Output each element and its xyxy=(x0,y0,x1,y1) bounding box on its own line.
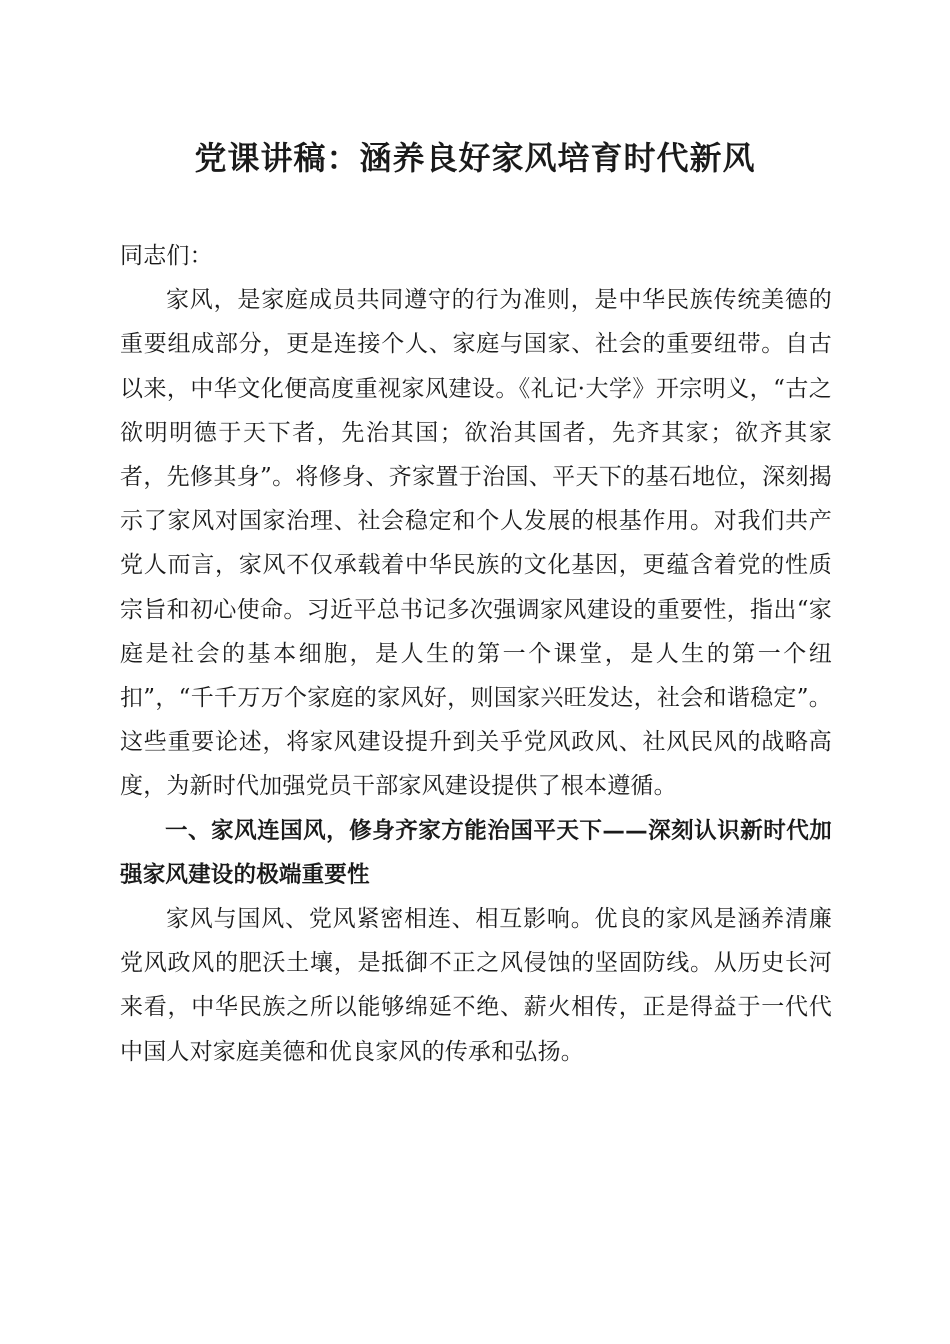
document-body xyxy=(120,234,832,1074)
section-heading: 一、家风连国风，修身齐家方能治国平天下——深刻认识新时代加强家风建设的极端重要性 xyxy=(120,817,832,888)
body-paragraph: 家风与国风、党风紧密相连、相互影响。优良的家风是涵养清廉党风政风的肥沃土壤，是抵御不正之风侵蚀的坚固防线。从历史长河来看，中华民族之所以能够绵延不绝、薪火相传，正是得益于一代代中国人对家庭美德和优良家风的传承和弘扬。 xyxy=(120,906,832,1065)
document-title: 党课讲稿：涵养良好家风培育时代新风 xyxy=(194,139,756,177)
salutation: 同志们： xyxy=(120,243,213,269)
intro-paragraph: 家风，是家庭成员共同遵守的行为准则，是中华民族传统美德的重要组成部分，更是连接个人、家庭与国家、社会的重要纽带。自古以来，中华文化便高度重视家风建设。《礼记·大学》开宗明义，“古之欲明明德于天下者，先治其国；欲治其国者，先齐其家；欲齐其家者，先修其身”。将修身、齐家置于治国、平天下的基石地位，深刻揭示了家风对国家治理、社会稳定和个人发展的根基作用。对我们共产党人而言，家风不仅承载着中华民族的文化基因，更蕴含着党的性质宗旨和初心使命。习近平总书记多次强调家风建设的重要性，指出“家庭是社会的基本细胞，是人生的第一个课堂，是人生的第一个纽扣”，“千千万万个家庭的家风好，则国家兴旺发达，社会和谐稳定”。这些重要论述，将家风建设提升到关乎党风政风、社风民风的战略高度，为新时代加强党员干部家风建设提供了根本遵循。 xyxy=(120,287,832,800)
